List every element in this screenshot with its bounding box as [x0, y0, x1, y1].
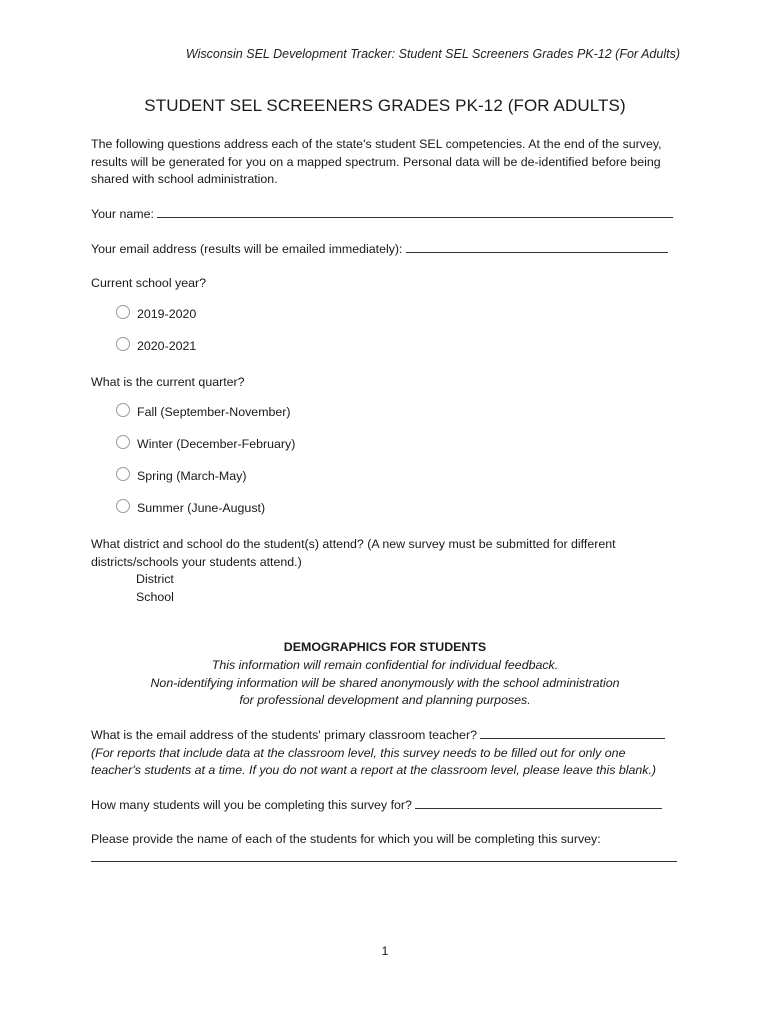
quarter-option[interactable] [116, 469, 246, 483]
option-label: Fall (September-November) [137, 405, 291, 419]
name-field-row [91, 205, 673, 224]
student-names-input-line[interactable] [91, 849, 677, 862]
intro-line: results will be generated for you on a mapped spectrum. Personal data will be de-identified before being [91, 154, 661, 169]
teacher-email-note: teacher's students at a time. If you do not want a report at the classroom level, please leave this blank.) [91, 763, 657, 777]
quarter-question: What is the current quarter? [91, 375, 245, 389]
option-label: Summer (June-August) [137, 501, 266, 515]
district-label: District [136, 572, 174, 586]
district-question-line: districts/schools your students attend.) [91, 554, 302, 569]
student-count-label: How many students will you be completing this survey for? [91, 798, 412, 812]
demographics-note: This information will remain confidential for individual feedback. [211, 658, 559, 672]
option-label: 2019-2020 [137, 307, 197, 321]
email-input-line[interactable] [406, 240, 668, 253]
radio-button[interactable] [116, 467, 130, 481]
teacher-email-input-line[interactable] [480, 726, 665, 739]
email-field-row [91, 240, 668, 259]
radio-button[interactable] [116, 435, 130, 449]
intro-paragraph [91, 136, 662, 189]
district-question [91, 536, 616, 606]
name-label: Your name: [91, 207, 154, 221]
page-number: 1 [381, 944, 389, 958]
demographics-heading: DEMOGRAPHICS FOR STUDENTS [283, 640, 487, 654]
student-names-label: Please provide the name of each of the students for which you will be completing this survey: [91, 832, 601, 846]
student-count-input-line[interactable] [415, 796, 662, 809]
student-count-row [91, 796, 662, 815]
quarter-option[interactable] [116, 437, 295, 451]
option-label: 2020-2021 [137, 339, 197, 353]
option-label: Spring (March-May) [137, 469, 247, 483]
student-names-row [91, 831, 677, 867]
school-year-question: Current school year? [91, 276, 207, 290]
page-title: STUDENT SEL SCREENERS GRADES PK-12 (FOR ADULTS) [144, 96, 626, 115]
demographics-note: Non-identifying information will be shared anonymously with the school administration [150, 676, 620, 690]
intro-line: shared with school administration. [91, 172, 278, 186]
quarter-option[interactable] [116, 405, 291, 419]
school-year-option[interactable] [116, 339, 196, 353]
option-label: Winter (December-February) [137, 437, 296, 451]
teacher-email-note: (For reports that include data at the classroom level, this survey needs to be filled out for only one [91, 745, 626, 760]
email-label: Your email address (results will be emailed immediately): [91, 242, 403, 256]
teacher-email-row [91, 726, 665, 780]
quarter-option[interactable] [116, 501, 265, 515]
radio-button[interactable] [116, 337, 130, 351]
demographics-note: for professional development and planning purposes. [239, 693, 531, 707]
district-question-line: What district and school do the student(s) attend? (A new survey must be submitted for different [91, 537, 616, 551]
radio-button[interactable] [116, 499, 130, 513]
teacher-email-label: What is the email address of the students' primary classroom teacher? [91, 728, 477, 742]
school-year-option[interactable] [116, 307, 196, 321]
page-header: Wisconsin SEL Development Tracker: Student SEL Screeners Grades PK-12 (For Adults) [185, 47, 680, 61]
intro-line: The following questions address each of the state's student SEL competencies. At the end of the survey, [91, 137, 662, 151]
radio-button[interactable] [116, 305, 130, 319]
name-input-line[interactable] [157, 205, 673, 218]
school-label: School [136, 589, 174, 604]
radio-button[interactable] [116, 403, 130, 417]
